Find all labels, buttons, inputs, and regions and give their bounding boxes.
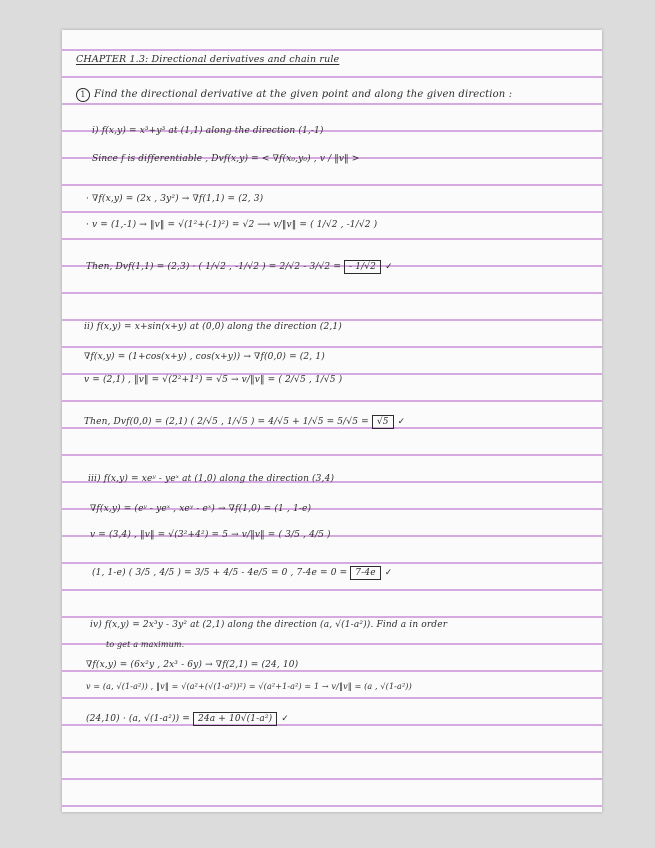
ruled-line [62, 211, 602, 213]
part-ii-title: ii) f(x,y) = x+sin(x+y) at (0,0) along the direction (2,1) [84, 322, 342, 332]
ruled-line [62, 238, 602, 240]
part-i-answer: - 1/√2 [344, 260, 381, 274]
ruled-line [62, 346, 602, 348]
part-ii-result-expression: Then, Dvf(0,0) = (2,1) ( 2/√5 , 1/√5 ) = 4/√5 + 1/√5 = 5/√5 = [84, 417, 369, 427]
part-ii-result [84, 417, 405, 427]
part-iv-answer: 24a + 10√(1-a²) [193, 712, 277, 726]
ruled-line [62, 76, 602, 78]
check-mark: ✓ [397, 417, 406, 427]
part-iii-title: iii) f(x,y) = xeʸ - yeˣ at (1,0) along the direction (3,4) [88, 474, 335, 484]
part-i-unit-vector: · v = (1,-1) → ‖v‖ = √(1²+(-1)²) = √2 ⟶ v/‖v‖ = ( 1/√2 , -1/√2 ) [86, 220, 378, 230]
part-i-result-expression: Then, Dvf(1,1) = (2,3) · ( 1/√2 , -1/√2 ) = 2/√2 - 3/√2 = [86, 262, 342, 272]
part-ii-answer: √5 [372, 415, 394, 429]
part-i-title: i) f(x,y) = x³+y³ at (1,1) along the direction (1,-1) [92, 126, 324, 136]
check-mark: ✓ [384, 568, 393, 578]
part-iv-title-continued: to get a maximum. [106, 640, 185, 649]
part-i-result [86, 262, 393, 272]
ruled-line [62, 562, 602, 564]
check-mark: ✓ [385, 262, 393, 272]
ruled-line [62, 778, 602, 780]
problem-text: Find the directional derivative at the given point and along the given direction : [94, 89, 513, 100]
part-iii-result [92, 568, 392, 578]
part-iv-unit-vector: v = (a, √(1-a²)) , ‖v‖ = √(a²+(√(1-a²))²) = √(a²+1-a²) = 1 → v/‖v‖ = (a , √(1-a²)) [86, 682, 412, 691]
ruled-line [62, 616, 602, 618]
part-iii-gradient: ∇f(x,y) = (eʸ - yeˣ , xeʸ - eˣ) → ∇f(1,0) = (1 , 1-e) [90, 504, 312, 514]
ruled-line [62, 751, 602, 753]
notebook-page [62, 30, 602, 812]
ruled-line [62, 427, 602, 429]
part-iv-result-expression: (24,10) · (a, √(1-a²)) = [86, 714, 190, 724]
part-iv-gradient: ∇f(x,y) = (6x²y , 2x³ - 6y) → ∇f(2,1) = (24, 10) [86, 660, 299, 670]
part-ii-unit-vector: v = (2,1) , ‖v‖ = √(2²+1²) = √5 → v/‖v‖ = ( 2/√5 , 1/√5 ) [84, 375, 343, 385]
problem-number: 1 [76, 88, 90, 102]
ruled-line [62, 724, 602, 726]
ruled-line [62, 319, 602, 321]
part-iii-answer: 7-4e [350, 566, 380, 580]
ruled-line [62, 589, 602, 591]
ruled-line [62, 292, 602, 294]
check-mark: ✓ [281, 714, 289, 724]
problem-statement [76, 88, 512, 102]
part-iv-title: iv) f(x,y) = 2x³y - 3y² at (2,1) along the direction (a, √(1-a²)). Find a in order [90, 620, 448, 630]
part-i-intro: Since f is differentiable , Dvf(x,y) = < ∇f(x₀,y₀) , v / ‖v‖ > [92, 154, 360, 164]
part-iii-result-expression: (1, 1-e) ( 3/5 , 4/5 ) = 3/5 + 4/5 - 4e/5 = 0 , 7-4e = 0 = [92, 568, 348, 578]
ruled-line [62, 103, 602, 105]
ruled-line [62, 400, 602, 402]
ruled-line [62, 697, 602, 699]
part-ii-gradient: ∇f(x,y) = (1+cos(x+y) , cos(x+y)) → ∇f(0,0) = (2, 1) [84, 352, 325, 362]
part-iii-unit-vector: v = (3,4) , ‖v‖ = √(3²+4²) = 5 → v/‖v‖ = ( 3/5 , 4/5 ) [90, 530, 331, 540]
part-i-gradient: · ∇f(x,y) = (2x , 3y²) → ∇f(1,1) = (2, 3) [86, 194, 264, 204]
page-title: CHAPTER 1.3: Directional derivatives and chain rule [76, 54, 340, 65]
ruled-line [62, 805, 602, 807]
ruled-line [62, 184, 602, 186]
ruled-line [62, 454, 602, 456]
part-iv-result [86, 714, 289, 724]
ruled-line [62, 670, 602, 672]
ruled-line [62, 49, 602, 51]
